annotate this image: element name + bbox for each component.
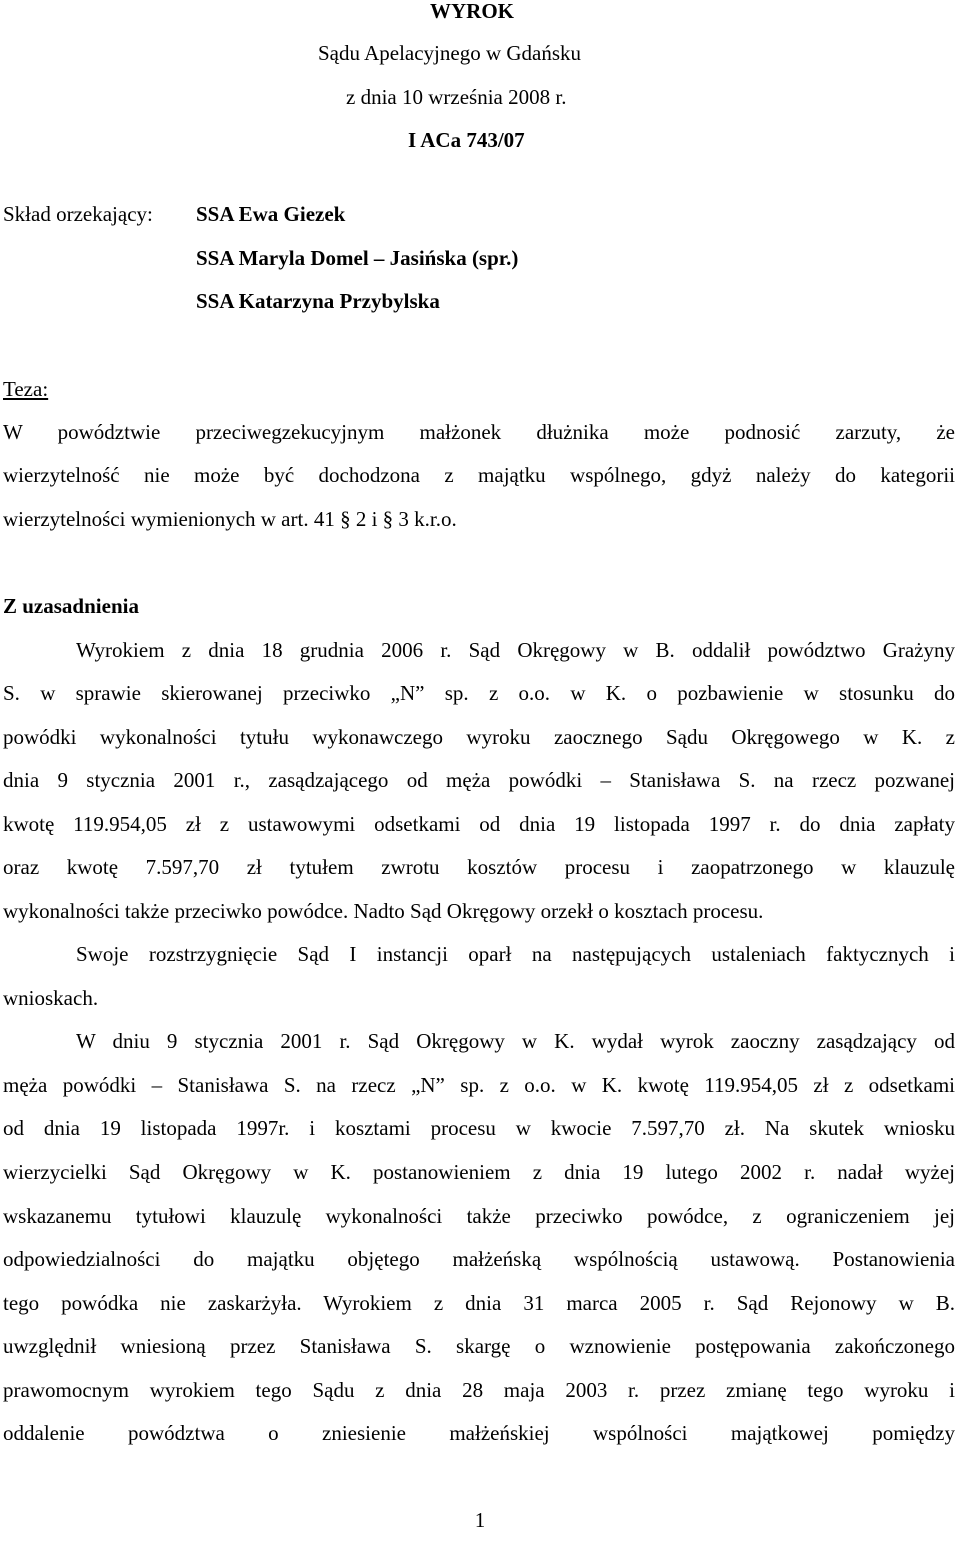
reasons-line: wskazanemu tytułowi klauzulę wykonalności także przeciwko powódce, z ograniczeniem jej — [3, 1204, 955, 1228]
reasons-line: prawomocnym wyrokiem tego Sądu z dnia 28 maja 2003 r. przez zmianę tego wyroku i — [3, 1378, 955, 1402]
panel-label: Skład orzekający: — [3, 202, 153, 226]
reasons-line: męża powódki – Stanisława S. na rzecz „N” sp. z o.o. w K. kwotę 119.954,05 zł z odsetkami — [3, 1073, 955, 1097]
reasons-heading: Z uzasadnienia — [3, 594, 139, 618]
reasons-line: tego powódka nie zaskarżyła. Wyrokiem z dnia 31 marca 2005 r. Sąd Rejonowy w B. — [3, 1291, 955, 1315]
judge-3: SSA Katarzyna Przybylska — [196, 289, 440, 313]
reasons-line: S. w sprawie skierowanej przeciwko „N” sp. z o.o. w K. o pozbawienie w stosunku do — [3, 681, 955, 705]
reasons-line: wierzycielki Sąd Okręgowy w K. postanowieniem z dnia 19 lutego 2002 r. nadał wyżej — [3, 1160, 955, 1184]
reasons-line: Swoje rozstrzygnięcie Sąd I instancji oparł na następujących ustaleniach faktycznych i — [76, 942, 955, 966]
reasons-line: wykonalności także przeciwko powódce. Nadto Sąd Okręgowy orzekł o kosztach procesu. — [3, 899, 764, 923]
thesis-heading: Teza: — [3, 377, 49, 401]
page-number: 1 — [474, 1508, 486, 1532]
judgment-date: z dnia 10 września 2008 r. — [346, 85, 567, 109]
judge-1: SSA Ewa Giezek — [196, 202, 346, 226]
case-number: I ACa 743/07 — [408, 128, 525, 152]
reasons-line: wnioskach. — [3, 986, 99, 1010]
reasons-line: dnia 9 stycznia 2001 r., zasądzającego od męża powódki – Stanisława S. na rzecz pozwanej — [3, 768, 955, 792]
thesis-line: wierzytelność nie może być dochodzona z majątku wspólnego, gdyż należy do kategorii — [3, 463, 955, 487]
reasons-line: powódki wykonalności tytułu wykonawczego wyroku zaocznego Sądu Okręgowego w K. z — [3, 725, 955, 749]
reasons-line: odpowiedzialności do majątku objętego małżeńską wspólnością ustawową. Postanowienia — [3, 1247, 955, 1271]
court-name: Sądu Apelacyjnego w Gdańsku — [318, 41, 582, 65]
reasons-line: Wyrokiem z dnia 18 grudnia 2006 r. Sąd Okręgowy w B. oddalił powództwo Grażyny — [76, 638, 955, 662]
reasons-line: od dnia 19 listopada 1997r. i kosztami procesu w kwocie 7.597,70 zł. Na skutek wniosku — [3, 1116, 955, 1140]
reasons-line: W dniu 9 stycznia 2001 r. Sąd Okręgowy w K. wydał wyrok zaoczny zasądzający od — [76, 1029, 955, 1053]
document-title: WYROK — [430, 0, 514, 23]
judge-2: SSA Maryla Domel – Jasińska (spr.) — [196, 246, 519, 270]
reasons-line: kwotę 119.954,05 zł z ustawowymi odsetkami od dnia 19 listopada 1997 r. do dnia zapłaty — [3, 812, 955, 836]
thesis-line: wierzytelności wymienionych w art. 41 § 2 i § 3 k.r.o. — [3, 507, 457, 531]
reasons-line: uwzględnił wniesioną przez Stanisława S. skargę o wznowienie postępowania zakończonego — [3, 1334, 955, 1358]
thesis-line: W powództwie przeciwegzekucyjnym małżonek dłużnika może podnosić zarzuty, że — [3, 420, 955, 444]
reasons-line: oddalenie powództwa o zniesienie małżeńskiej wspólności majątkowej pomiędzy — [3, 1421, 955, 1445]
reasons-line: oraz kwotę 7.597,70 zł tytułem zwrotu kosztów procesu i zaopatrzonego w klauzulę — [3, 855, 955, 879]
